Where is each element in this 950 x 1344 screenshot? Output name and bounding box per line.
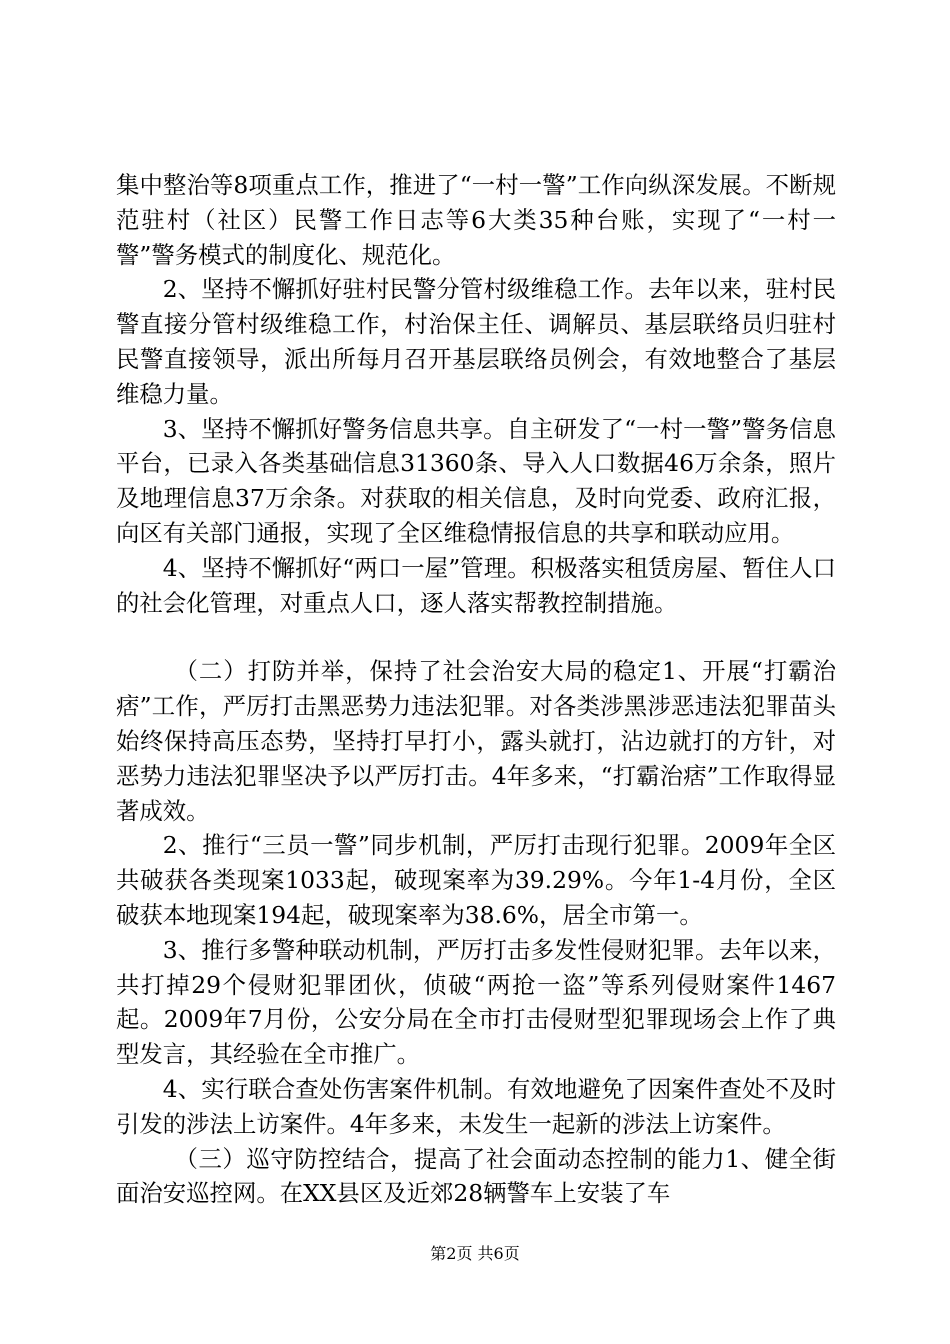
paragraph-section2-item-4: 4、实行联合查处伤害案件机制。有效地避免了因案件查处不及时引发的涉法上访案件。4年多来，未发生一起新的涉法上访案件。 xyxy=(116,1074,836,1138)
page-number-footer: 第2页 共6页 xyxy=(430,1244,520,1263)
paragraph-item-2: 2、坚持不懈抓好驻村民警分管村级维稳工作。去年以来，驻村民警直接分管村级维稳工作，村治保主任、调解员、基层联络员归驻村民警直接领导，派出所每月召开基层联络员例会，有效地整合了基层维稳力量。 xyxy=(116,275,836,408)
paragraph-continuation: 集中整治等8项重点工作，推进了“一村一警”工作向纵深发展。不断规范驻村（社区）民警工作日志等6大类35种台账，实现了“一村一警”警务模式的制度化、规范化。 xyxy=(116,171,836,269)
section-3-heading-paragraph: （三）巡守防控结合，提高了社会面动态控制的能力1、健全街面治安巡控网。在XX县区及近郊28辆警车上安装了车 xyxy=(116,1144,836,1208)
paragraph-section2-item-2: 2、推行“三员一警”同步机制，严厉打击现行犯罪。2009年全区共破获各类现案1033起，破现案率为39.29%。今年1-4月份，全区破获本地现案194起，破现案率为38.6%，居全市第一。 xyxy=(116,831,836,929)
paragraph-section2-item-3: 3、推行多警种联动机制，严厉打击多发性侵财犯罪。去年以来，共打掉29个侵财犯罪团伙，侦破“两抢一盗”等系列侵财案件1467起。2009年7月份，公安分局在全市打击侵财型犯罪现场会上作了典型发言，其经验在全市推广。 xyxy=(116,935,836,1069)
section-2-heading-paragraph: （二）打防并举，保持了社会治安大局的稳定1、开展“打霸治痞”工作，严厉打击黑恶势力违法犯罪。对各类涉黑涉恶违法犯罪苗头始终保持高压态势，坚持打早打小，露头就打，沾边就打的方针，对恶势力违法犯罪坚决予以严厉打击。4年多来，“打霸治痞”工作取得显著成效。 xyxy=(116,657,836,825)
paragraph-item-3: 3、坚持不懈抓好警务信息共享。自主研发了“一村一警”警务信息平台，已录入各类基础信息31360条、导入人口数据46万余条，照片及地理信息37万余条。对获取的相关信息，及时向党委、政府汇报，向区有关部门通报，实现了全区维稳情报信息的共享和联动应用。 xyxy=(116,414,836,547)
paragraph-item-4: 4、坚持不懈抓好“两口一屋”管理。积极落实租赁房屋、暂住人口的社会化管理，对重点人口，逐人落实帮教控制措施。 xyxy=(116,553,836,617)
document-body xyxy=(116,168,836,1211)
